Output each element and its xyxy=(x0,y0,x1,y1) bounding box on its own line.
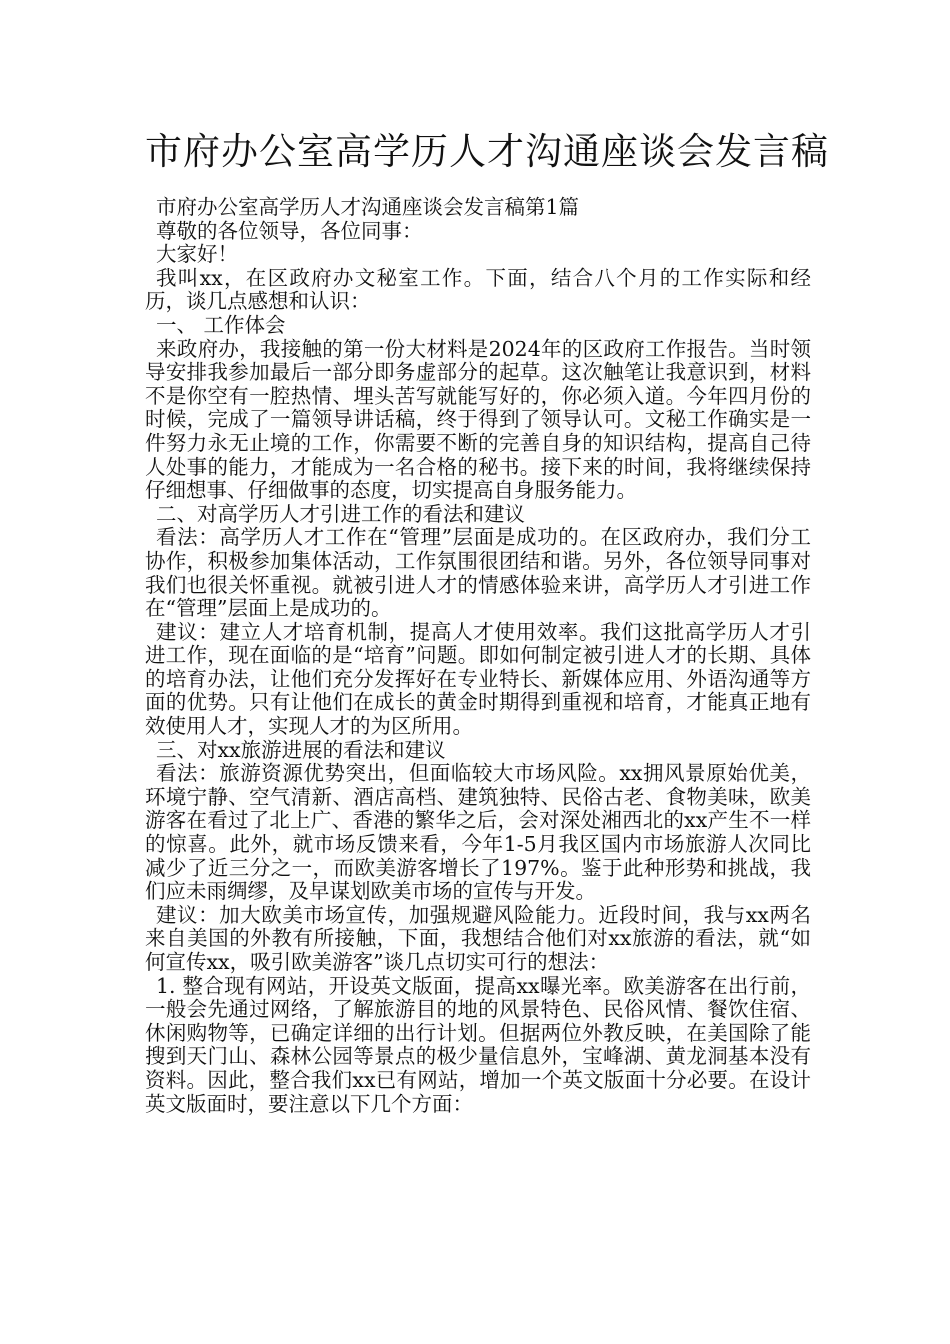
section-subtitle: 市府办公室高学历人才沟通座谈会发言稿第1篇 xyxy=(156,195,580,219)
tourism-view-paragraph: 看法：旅游资源优势突出，但面临较大市场风险。xx拥风景原始优美，环境宁静、空气清新、酒店高档、建筑独特、民俗古老、食物美味，欧美游客在看过了北上广、香港的繁华之后，会对深处湘西北的xx产生不一样的惊喜。此外，就市场反馈来看，今年1-5月我区国内市场旅游人次同比减少了近三分之一，而欧美游客增长了197%。鉴于此种形势和挑战，我们应未雨绸缪，及早谋划欧美市场的宣传与开发。 xyxy=(145,761,811,904)
heading-talent-introduction: 二、对高学历人才引进工作的看法和建议 xyxy=(156,501,525,526)
talent-view-paragraph: 看法：高学历人才工作在“管理”层面是成功的。在区政府办，我们分工协作，积极参加集体活动，工作氛围很团结和谐。另外，各位领导同事对我们也很关怀重视。就被引进人才的情感体验来讲，高学历人才引进工作在“管理”层面上是成功的。 xyxy=(145,525,811,621)
list-item-1: 1. 整合现有网站，开设英文版面，提高xx曝光率。欧美游客在出行前，一般会先通过网络，了解旅游目的地的风景特色、民俗风情、餐饮住宿、休闲购物等，已确定详细的出行计划。但据两位外教反映，在美国除了能搜到天门山、森林公园等景点的极少量信息外，宝峰湖、黄龙洞基本没有资料。因此，整合我们xx已有网站，增加一个英文版面十分必要。在设计英文版面时，要注意以下几个方面： xyxy=(145,973,811,1116)
document-page xyxy=(145,0,829,1116)
document-title: 市府办公室高学历人才沟通座谈会发言稿 xyxy=(145,130,829,173)
heading-tourism: 三、对xx旅游进展的看法和建议 xyxy=(156,737,446,762)
greeting: 大家好！ xyxy=(156,242,238,267)
talent-suggestion-paragraph: 建议：建立人才培育机制，提高人才使用效率。我们这批高学历人才引进工作，现在面临的是“培育”问题。即如何制定被引进人才的长期、具体的培育办法，让他们充分发挥好在专业特长、新媒体应用、外语沟通等方面的优势。只有让他们在成长的黄金时期得到重视和培育，才能真正地有效使用人才，实现人才的为区所用。 xyxy=(145,619,811,739)
document-body xyxy=(145,196,811,1116)
tourism-suggestion-paragraph: 建议：加大欧美市场宣传，加强规避风险能力。近段时间，我与xx两名来自美国的外教有所接触，下面，我想结合他们对xx旅游的看法，就“如何宣传xx，吸引欧美游客”谈几点切实可行的想法： xyxy=(145,902,811,974)
work-experience-paragraph: 来政府办，我接触的第一份大材料是2024年的区政府工作报告。当时领导安排我参加最后一部分即务虚部分的起草。这次触笔让我意识到，材料不是你空有一腔热情、埋头苦写就能写好的，你必须入道。今年四月份的时候，完成了一篇领导讲话稿，终于得到了领导认可。文秘工作确实是一件努力永无止境的工作，你需要不断的完善自身的知识结构，提高自己待人处事的能力，才能成为一名合格的秘书。接下来的时间，我将继续保持仔细想事、仔细做事的态度，切实提高自身服务能力。 xyxy=(145,336,811,503)
salutation: 尊敬的各位领导，各位同事： xyxy=(156,218,423,243)
intro-paragraph: 我叫xx，在区政府办文秘室工作。下面，结合八个月的工作实际和经历，谈几点感想和认识： xyxy=(145,265,811,314)
heading-work-experience: 一、 工作体会 xyxy=(156,312,286,337)
